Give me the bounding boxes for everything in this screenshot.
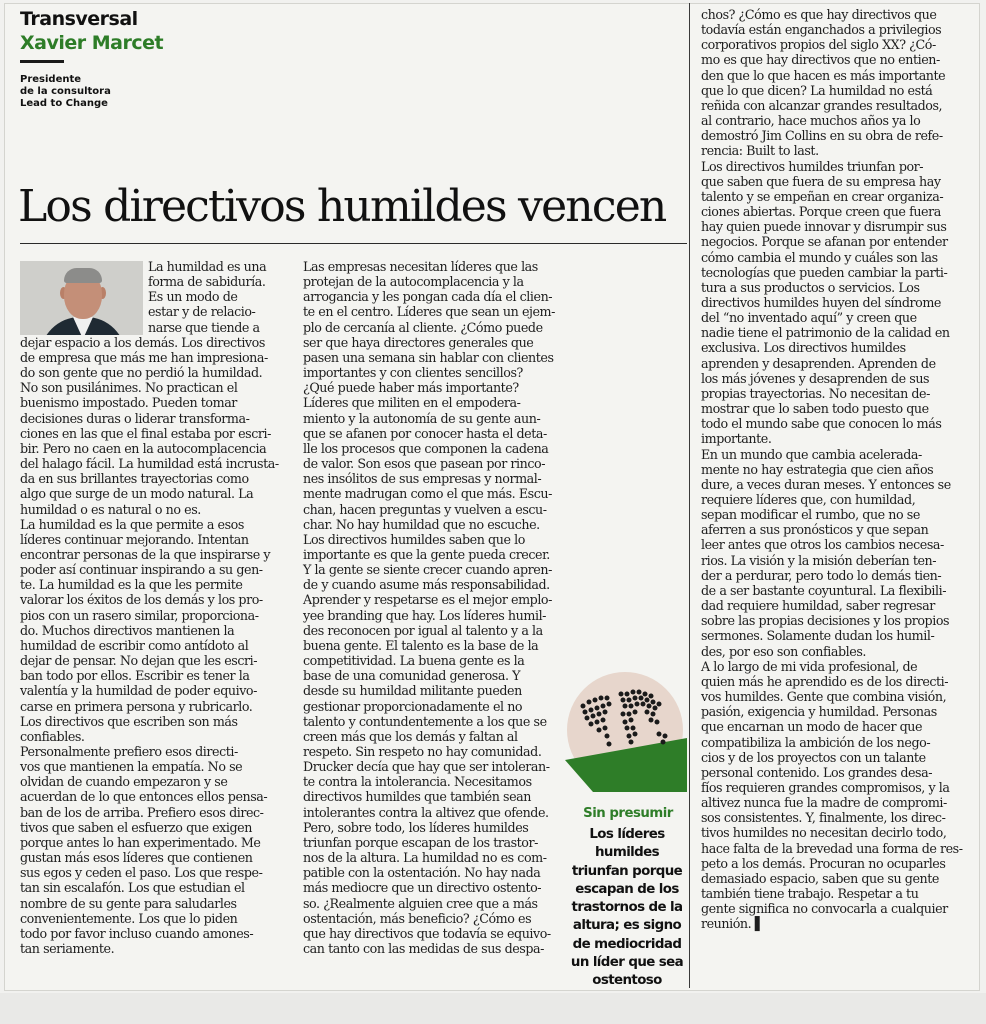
article-line: humildad de escribir como antídoto al [20, 637, 249, 653]
article-line: La humildad es la que permite a esos [20, 516, 244, 532]
article-line: intolerantes contra la altivez que ofende. [303, 804, 549, 820]
article-line: pasen una semana sin hablar con clientes [303, 349, 554, 365]
article-line: acuerdan de lo que entonces ellos pensa- [20, 789, 268, 805]
article-line: tura a sus productos o servicios. Los [701, 279, 920, 295]
article-line: reñida con alcanzar grandes resultados, [701, 97, 943, 113]
article-line: valentía y la humildad de poder equivo- [20, 683, 257, 699]
article-line: respeto. Sin respeto no hay comunidad. [303, 744, 542, 759]
article-line: Pero, sobre todo, los líderes humildes [303, 819, 529, 835]
article-line: estar y de relacio- [148, 304, 256, 320]
world-map-globe-icon [563, 668, 687, 792]
article-line: competitividad. La buena gente es la [303, 653, 525, 669]
article-line: vos humildes. Gente que combina visión, [701, 689, 947, 705]
article-line: directivos humildes huyen del síndrome [701, 294, 941, 310]
article-line: Las empresas necesitan líderes que las [303, 259, 538, 274]
article-line: Aprender y respetarse es el mejor emplo- [303, 592, 552, 608]
article-line: der a perdurar, pero todo lo demás tien- [701, 567, 942, 583]
article-line: do. Muchos directivos mantienen la [20, 622, 235, 638]
article-line: bir. Pero no caen en la autocomplacencia [20, 440, 267, 456]
article-line: desde su humildad militante pueden [303, 683, 522, 699]
article-line: gente significa no convocarla a cualquier [701, 901, 948, 917]
article-line: confiables. [20, 728, 85, 744]
article-line: Es un modo de [148, 289, 238, 305]
author-role-line: Presidente [20, 74, 82, 85]
article-line: fíos requieren grandes compromisos, y la [701, 779, 950, 795]
article-line: cómo cambia el mundo y cuáles son las [701, 249, 938, 265]
article-line: Los directivos que escriben son más [20, 713, 238, 729]
article-line: rios. La visión y la misión deberían ten- [701, 552, 937, 568]
article-line: líderes continuar mejorando. Intentan [20, 531, 249, 547]
article-line: te. La humildad es la que les permite [20, 577, 243, 593]
article-line: creen más que los demás y faltan al [303, 728, 518, 744]
article-line: aferren a sus pronósticos y que sepan [701, 522, 929, 538]
article-line: reunión. ▌ [701, 916, 765, 932]
article-line: nos de la altura. La humildad no es com- [303, 850, 547, 866]
article-line: humildad o es natural o no es. [20, 501, 201, 517]
article-line: negocios. Porque se afanan por entender [701, 234, 948, 250]
article-line: algo que surge de un modo natural. La [20, 486, 254, 502]
article-line: exclusiva. Los directivos humildes [701, 340, 906, 356]
article-line: dejar espacio a los demás. Los directivos [20, 334, 265, 350]
article-line: sobre las propias decisiones y los propios [701, 613, 950, 629]
article-line: que hay directivos que todavía se equivo- [303, 925, 551, 941]
article-line: sermones. Solamente dudan los humil- [701, 628, 935, 644]
article-line: En un mundo que cambia acelerada- [701, 446, 922, 462]
article-line: leer antes que otros los cambios necesa- [701, 537, 944, 553]
article-line: Los directivos humildes saben que lo [303, 531, 525, 547]
pull-quote-line: Los líderes [589, 827, 665, 842]
article-line: altivez nunca fue la madre de compromi- [701, 795, 947, 811]
author-role [20, 74, 170, 110]
article-line: Personalmente prefiero esos directi- [20, 744, 238, 759]
article-line: demostró Jim Collins en su obra de refe- [701, 128, 943, 144]
pull-quote-line: de mediocridad [572, 936, 682, 952]
pull-quote-line: trastornos de la [571, 900, 683, 916]
article-line: tecnologías que pueden cambiar la parti- [701, 264, 948, 280]
article-column-3 [701, 7, 964, 932]
article-line: peto a los demás. Procuran no ocuparles [701, 855, 946, 871]
article-line: te en el centro. Líderes que sean un ejem- [303, 304, 555, 320]
article-line: al contrario, hace muchos años ya lo [701, 113, 921, 129]
pull-quote-line: ostentoso [592, 973, 662, 989]
pull-quote-kicker: Sin presumir [583, 806, 673, 821]
author-rule [20, 60, 64, 63]
article-line: hay quien puede innovar y disrumpir sus [701, 219, 947, 235]
article-line: ostentación, más beneficio? ¿Cómo es [303, 910, 532, 926]
article-line: ciones abiertas. Porque creen que fuera [701, 204, 941, 220]
article-line: ciones en las que el final estaba por escri- [20, 425, 271, 441]
article-line: Drucker decía que hay que ser intoleran- [303, 759, 550, 775]
article-line: so. ¿Realmente alguien cree que a más [303, 895, 538, 911]
article-line: que se afanen por conocer hasta el deta- [303, 425, 547, 441]
article-column-2 [303, 259, 568, 956]
column-rule [689, 3, 690, 988]
pull-quote-line: triunfan porque [571, 863, 683, 879]
article-line: convenientemente. Los que lo piden [20, 910, 238, 926]
article-line: chos? ¿Cómo es que hay directivos que [701, 7, 937, 22]
article-line: todavía están enganchados a privilegios [701, 22, 942, 38]
article-line: personal contenido. Los grandes desa- [701, 764, 933, 780]
article-line: can tanto con las medidas de sus despa- [303, 941, 544, 957]
article-line: mente madrugan como el que más. Escu- [303, 486, 552, 502]
article-line: nombre de su gente para saludarles [20, 895, 237, 911]
article-line: directivos humildes que también sean [303, 789, 532, 805]
article-line: miento y la autonomía de su gente aun- [303, 410, 541, 426]
article-line: pasión, exigencia y humildad. Personas [701, 704, 937, 720]
article-line: sos consistentes. Y, finalmente, los direc- [701, 810, 946, 826]
article-line: sus egos y ceden el paso. Los que respe- [20, 865, 263, 881]
article-line: des reconocen por igual al talento y a la [303, 622, 543, 638]
article-line: Líderes que militen en el empodera- [303, 395, 521, 411]
article-line: del halago fácil. La humildad está incrusta- [20, 456, 279, 472]
article-column-1 [20, 259, 288, 956]
article-line: talento y se empeñan en crear organiza- [701, 188, 944, 204]
bottom-strip [0, 993, 986, 1024]
article-line: de a ser bastante coyuntural. La flexibili- [701, 582, 947, 598]
article-line: gustan más esos líderes que contienen [20, 850, 253, 866]
article-line: tan seriamente. [20, 941, 115, 957]
article-line: vos que mantienen la empatía. No se [20, 759, 243, 775]
article-line: quien más he aprendido es de los directi- [701, 673, 949, 689]
article-line: te contra la intolerancia. Necesitamos [303, 774, 532, 790]
pull-quote [568, 826, 686, 991]
article-line: arrogancia y les pongan cada día el clien- [303, 289, 553, 305]
author-role-line: de la consultora [20, 86, 111, 97]
article-line: triunfan porque escapan de los trastor- [303, 834, 538, 850]
article-line: olvidan de cuando empezaron y se [20, 774, 228, 790]
article-line: de empresa que más me han impresiona- [20, 349, 268, 365]
article-line: carse en primera persona y rubricarlo. [20, 698, 253, 714]
article-line: tan sin escalafón. Los que estudian el [20, 880, 245, 896]
article-line: demasiado espacio, saben que su gente [701, 870, 939, 886]
article-line: que encarnan un modo de hacer que [701, 719, 923, 735]
article-line: da en sus brillantes trayectorias como [20, 471, 249, 487]
article-line: hace falta de la brevedad una forma de res- [701, 840, 963, 856]
pull-quote-line: un líder que sea [570, 955, 684, 971]
article-line: mostrar que lo saben todo puesto que [701, 401, 929, 417]
article-line: que lo que dicen? La humildad no está [701, 82, 933, 98]
article-line: plo de cercanía al cliente. ¿Cómo puede [303, 319, 543, 335]
article-line: tivos humildes no necesitan decirlo todo, [701, 825, 947, 841]
article-line: todo por favor incluso cuando amones- [20, 925, 254, 941]
article-line: nes insólitos de sus empresas y normal- [303, 471, 542, 487]
author-name: Xavier Marcet [20, 32, 164, 54]
article-line: cios y de los proyectos con un talante [701, 749, 926, 765]
article-line: corporativos propios del siglo XX? ¿Có- [701, 37, 936, 53]
pull-quote-line: escapan de los [575, 881, 679, 897]
article-line: valorar los éxitos de los demás y los pro- [20, 592, 263, 608]
article-line: Y la gente se siente crecer cuando apren- [303, 562, 552, 578]
article-line: lle los procesos que componen la cadena [303, 440, 549, 456]
article-line: sepan modificar el rumbo, que no se [701, 507, 920, 523]
article-line: patible con la ostentación. No hay nada [303, 865, 541, 881]
article-line: propias trayectorias. No necesitan de- [701, 385, 930, 401]
article-line: No son pusilánimes. No practican el [20, 380, 238, 396]
article-line: más mediocre que un directivo ostento- [303, 880, 542, 896]
article-line: decisiones duras o liderar transforma- [20, 410, 250, 426]
article-line: que saben que fuera de su empresa hay [701, 173, 941, 189]
article-line: forma de sabiduría. [148, 274, 266, 290]
article-line: dejar de pensar. No dejan que les escri- [20, 653, 258, 669]
article-line: base de una comunidad generosa. Y [303, 668, 521, 684]
article-line: importante es que la gente pueda crecer. [303, 546, 550, 562]
article-line: mente no hay estrategia que cien años [701, 461, 934, 477]
article-line: La humildad es una [148, 259, 267, 274]
article-line: buenismo impostado. Pueden tomar [20, 395, 237, 411]
article-line: poder así continuar inspirando a su gen- [20, 562, 263, 578]
article-line: compatibiliza la ambición de los nego- [701, 734, 931, 750]
article-line: dure, a veces duran meses. Y entonces se [701, 476, 951, 492]
headline: Los directivos humildes vencen [18, 181, 666, 232]
article-line: importantes y con clientes sencillos? [303, 365, 523, 381]
article-line: yee branding que hay. Los líderes humil- [303, 607, 547, 623]
article-line: Los directivos humildes triunfan por- [701, 158, 924, 174]
article-line: de valor. Son esos que pasean por rinco- [303, 456, 546, 472]
article-line: los más jóvenes y desaprenden de sus [701, 370, 930, 386]
article-line: den que lo que hacen es más importante [701, 67, 946, 83]
article-line: aprenden y desaprenden. Aprenden de [701, 355, 936, 371]
article-line: requiere líderes que, con humildad, [701, 492, 916, 507]
article-line: do son gente que no perdió la humildad. [20, 365, 263, 381]
article-line: gestionar proporcionadamente el no [303, 698, 523, 714]
article-line: del “no inventado aquí” y creen que [701, 310, 917, 326]
article-line: ser que haya directores generales que [303, 334, 534, 350]
author-photo [20, 261, 143, 335]
article-line: talento y contundentemente a los que se [303, 713, 547, 729]
article-line: rencia: Built to last. [701, 143, 819, 159]
article-line: pios con un rasero similar, proporciona- [20, 607, 259, 623]
article-line: nadie tiene el patrimonio de la calidad en [701, 325, 950, 341]
pull-quote-line: altura; es signo [572, 918, 682, 934]
article-line: ¿Qué puede haber más importante? [303, 380, 519, 396]
article-line: porque antes lo han experimentado. Me [20, 834, 261, 850]
article-line: dad requiere humildad, saber regresar [701, 598, 935, 614]
article-line: ban todo por ellos. Escribir es tener la [20, 668, 250, 684]
article-line: des, por eso son confiables. [701, 643, 866, 659]
section-title: Transversal [20, 8, 138, 30]
article-line: encontrar personas de la que inspirarse y [20, 546, 271, 562]
headline-rule [20, 243, 687, 244]
article-line: de y cuando asume más responsabilidad. [303, 577, 550, 593]
article-line: buena gente. El talento es la base de la [303, 637, 539, 653]
article-line: chan, hacen preguntas y vuelven a escu- [303, 501, 547, 517]
author-role-line: Lead to Change [20, 98, 108, 109]
article-line: narse que tiende a [148, 319, 260, 335]
article-line: mo es que hay directivos que no entien- [701, 52, 940, 68]
article-line: protejan de la autocomplacencia y la [303, 274, 524, 290]
article-line: char. No hay humildad que no escuche. [303, 516, 540, 532]
article-line: ban de los de arriba. Prefiero esos direc- [20, 804, 264, 820]
pull-quote-line: humildes [594, 845, 660, 861]
article-line: tivos que saben el esfuerzo que exigen [20, 819, 252, 835]
article-line: importante. [701, 431, 772, 447]
article-line: todo el mundo sabe que conocen lo más [701, 416, 942, 432]
article-line: también tiene trabajo. Respetar a tu [701, 886, 919, 902]
article-line: A lo largo de mi vida profesional, de [701, 658, 918, 674]
